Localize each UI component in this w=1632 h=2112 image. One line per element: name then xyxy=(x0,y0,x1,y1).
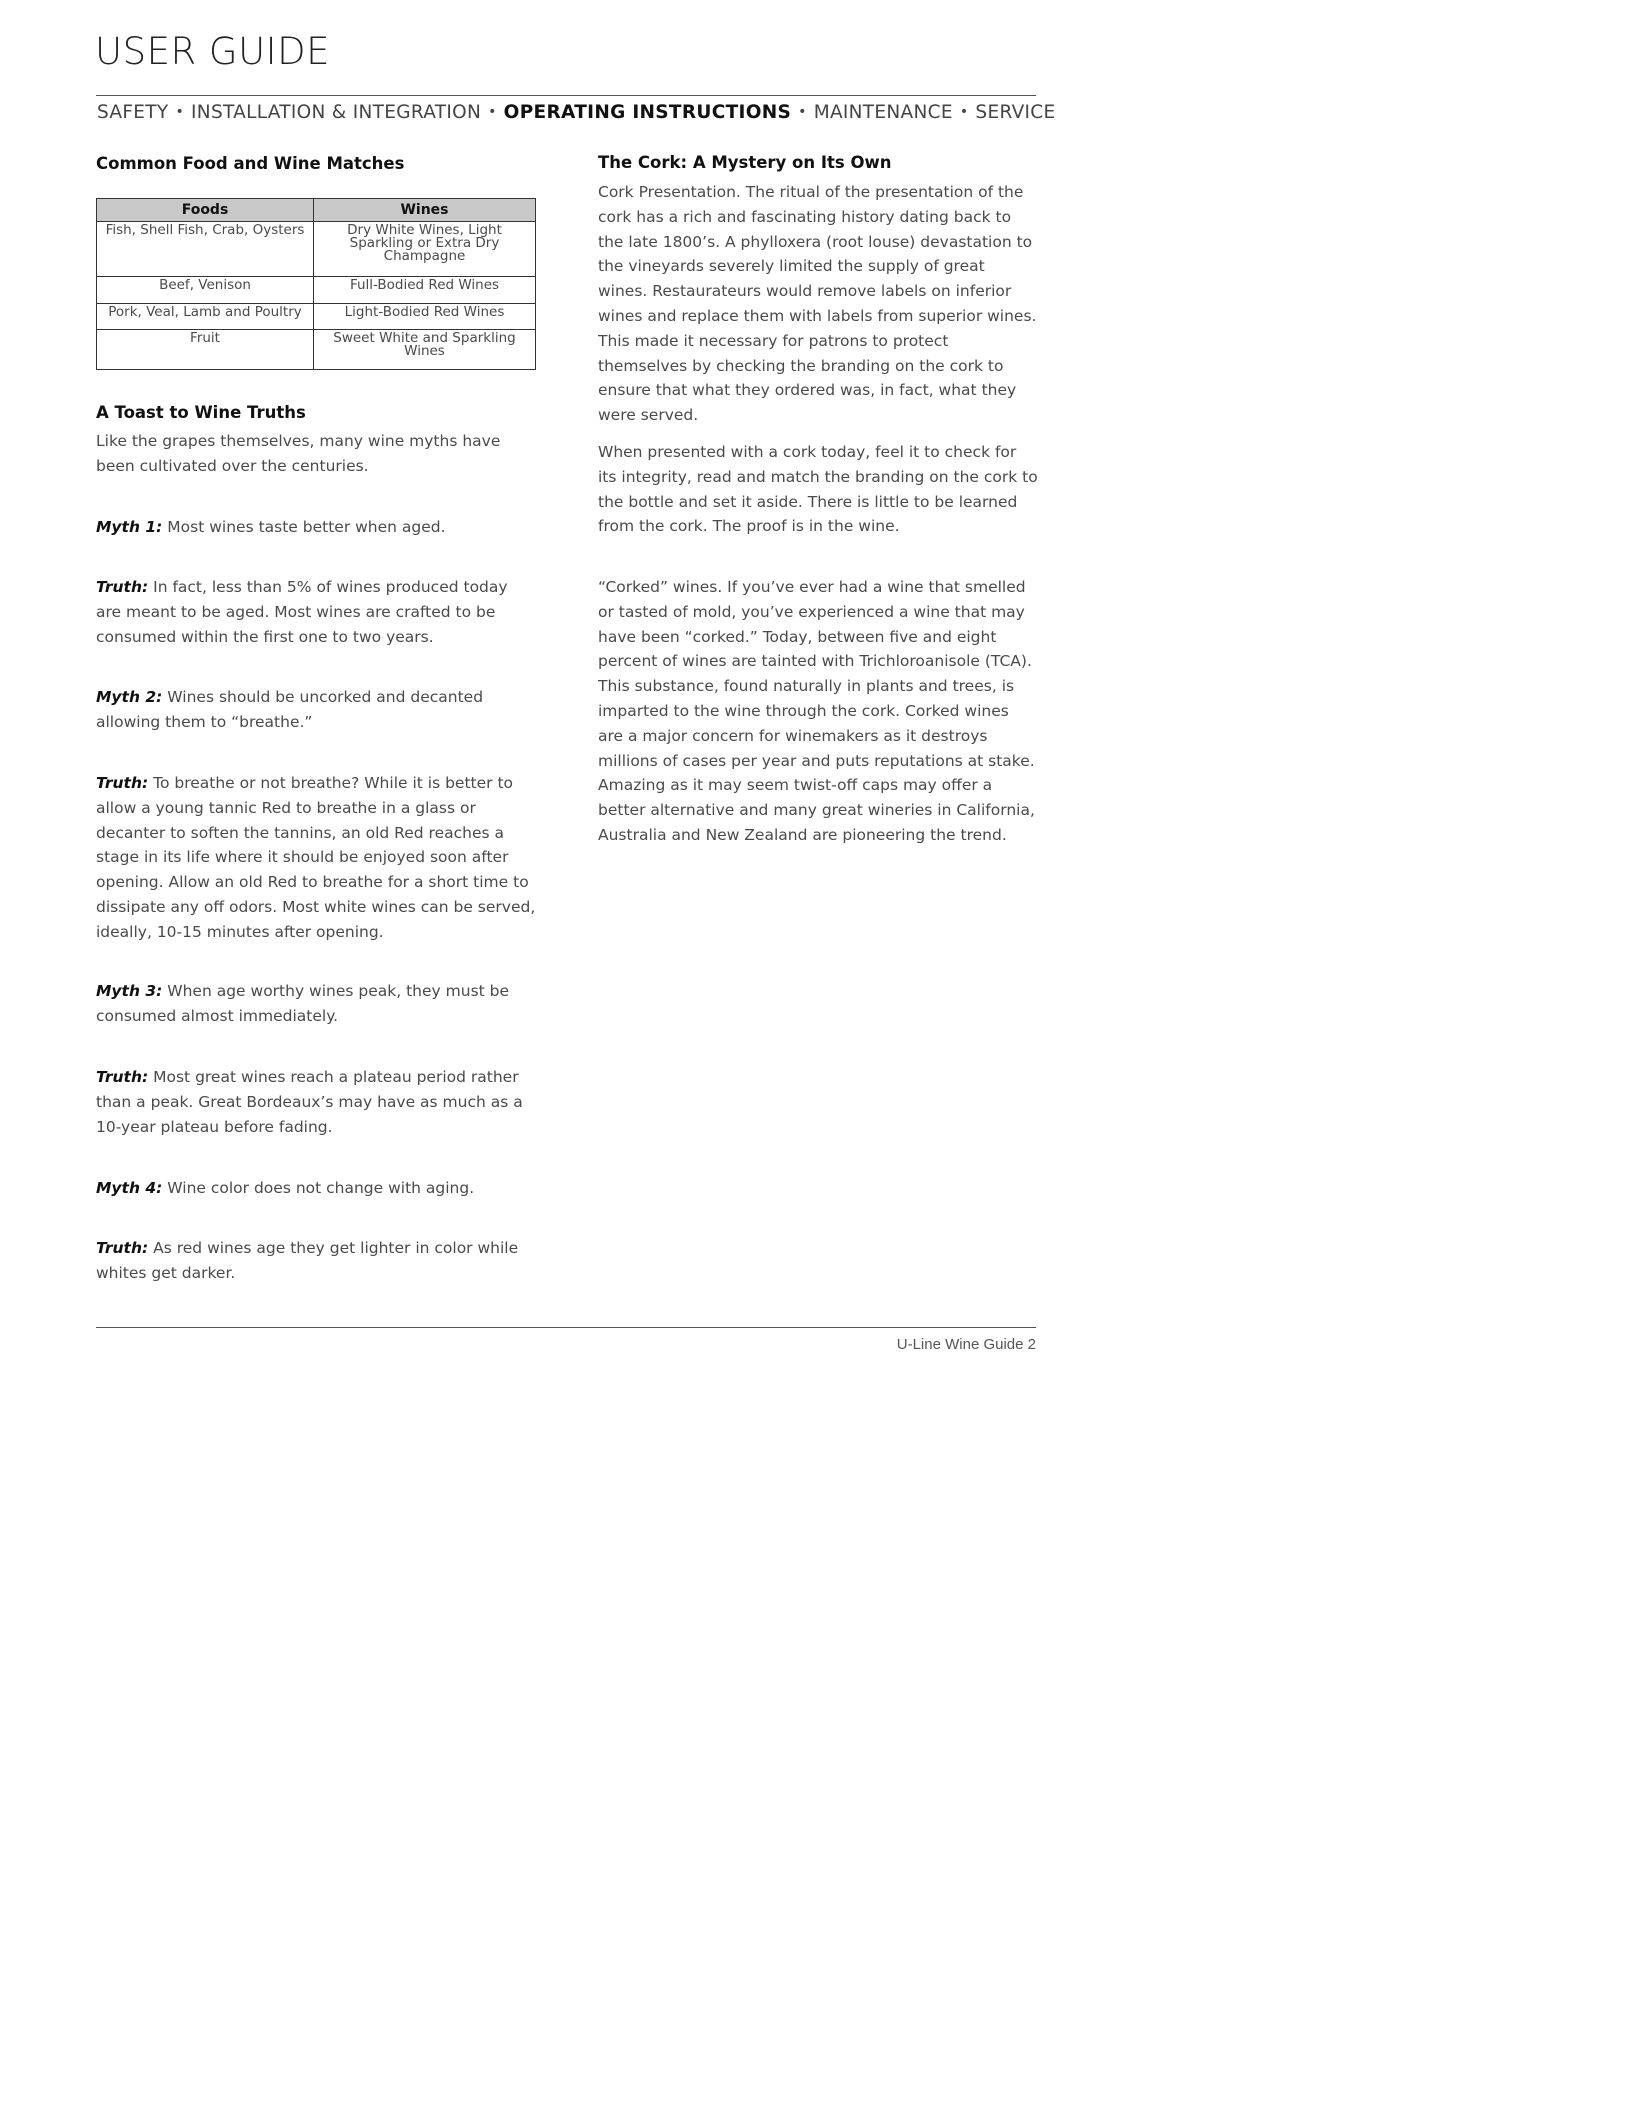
table-row xyxy=(97,277,536,304)
table-row xyxy=(97,304,536,330)
table-cell-wine: Sweet White and Sparkling Wines xyxy=(314,330,536,370)
table-cell-food: Pork, Veal, Lamb and Poultry xyxy=(97,304,314,330)
truth-text: Most great wines reach a plateau period rather than a peak. Great Bordeaux’s may have as much as a 10-year plateau before fading. xyxy=(96,1068,523,1136)
page-title: USER GUIDE xyxy=(95,30,330,73)
truth-label: Truth: xyxy=(96,774,149,792)
myth-paragraph xyxy=(96,1176,536,1201)
truth-text: To breathe or not breathe? While it is better to allow a young tannic Red to breathe in a glass or decanter to soften the tannins, an old Red reaches a stage in its life where it should be enjoyed soon after opening. Allow an old Red to breathe for a short time to dissipate any off odors. Most white wines can be served, ideally, 10-15 minutes after opening. xyxy=(96,774,536,941)
myth-label: Myth 3: xyxy=(96,982,163,1000)
nav-item-operating-instructions[interactable]: OPERATING INSTRUCTIONS xyxy=(503,102,792,123)
truths-heading: A Toast to Wine Truths xyxy=(96,403,306,422)
table-cell-wine: Light-Bodied Red Wines xyxy=(314,304,536,330)
nav-item-service[interactable]: SERVICE xyxy=(975,102,1056,123)
section-nav xyxy=(97,102,1056,123)
matches-heading: Common Food and Wine Matches xyxy=(96,154,405,173)
truth-label: Truth: xyxy=(96,578,149,596)
table-cell-food: Fruit xyxy=(97,330,314,370)
table-header-foods: Foods xyxy=(97,199,314,222)
table-row xyxy=(97,222,536,277)
table-cell-wine: Full-Bodied Red Wines xyxy=(314,277,536,304)
myth-text: Wine color does not change with aging. xyxy=(162,1179,475,1197)
myth-text: Most wines taste better when aged. xyxy=(162,518,446,536)
truth-paragraph xyxy=(96,771,536,945)
truth-text: In fact, less than 5% of wines produced today are meant to be aged. Most wines are crafted to be consumed within the first one to two years. xyxy=(96,578,508,646)
myth-text: Wines should be uncorked and decanted allowing them to “breathe.” xyxy=(96,688,484,731)
truth-label: Truth: xyxy=(96,1239,149,1257)
myth-paragraph xyxy=(96,685,536,735)
food-wine-table xyxy=(96,198,536,370)
myth-label: Myth 1: xyxy=(96,518,163,536)
table-cell-food: Fish, Shell Fish, Crab, Oysters xyxy=(97,222,314,277)
truth-paragraph xyxy=(96,1065,536,1139)
cork-heading: The Cork: A Mystery on Its Own xyxy=(598,153,892,172)
nav-separator: • xyxy=(175,104,185,120)
nav-separator: • xyxy=(798,104,807,120)
table-header-wines: Wines xyxy=(314,199,536,222)
footer-divider xyxy=(96,1327,1036,1328)
truth-label: Truth: xyxy=(96,1068,149,1086)
nav-item-safety[interactable]: SAFETY xyxy=(97,102,169,123)
table-row xyxy=(97,330,536,370)
corked-wines-paragraph: “Corked” wines. If you’ve ever had a wine that smelled or tasted of mold, you’ve experienced a wine that may have been “corked.” Today, between five and eight percent of wines are tainted with Trichloroanisole (TCA). This substance, found naturally in plants and trees, is imparted to the wine through the cork. Corked wines are a major concern for winemakers as it destroys millions of cases per year and puts reputations at stake. Amazing as it may seem twist-off caps may offer a better alternative and many great wineries in California, Australia and New Zealand are pioneering the trend. xyxy=(598,578,1035,844)
myth-label: Myth 4: xyxy=(96,1179,163,1197)
cork-today-paragraph: When presented with a cork today, feel it to check for its integrity, read and match the branding on the cork to the bottle and set it aside. There is little to be learned from the cork. The proof is in the wine. xyxy=(598,443,1038,536)
nav-separator: • xyxy=(488,104,497,120)
cork-presentation-paragraph: Cork Presentation. The ritual of the presentation of the cork has a rich and fascinating history dating back to the late 1800’s. A phylloxera (root louse) devastation to the vineyards severely limited the supply of great wines. Restaurateurs would remove labels on inferior wines and replace them with labels from superior wines. This made it necessary for patrons to protect themselves by checking the branding on the cork to ensure that what they ordered was, in fact, what they were served. xyxy=(598,183,1037,425)
truth-paragraph xyxy=(96,575,536,649)
nav-separator: • xyxy=(959,104,969,120)
header-divider xyxy=(96,95,1036,96)
myth-paragraph xyxy=(96,515,536,540)
myth-text: When age worthy wines peak, they must be consumed almost immediately. xyxy=(96,982,510,1025)
page-footer: U-Line Wine Guide 2 xyxy=(896,1336,1036,1353)
table-header-row xyxy=(97,199,536,222)
myth-label: Myth 2: xyxy=(96,688,163,706)
nav-item-maintenance[interactable]: MAINTENANCE xyxy=(813,102,953,123)
table-cell-food: Beef, Venison xyxy=(97,277,314,304)
table-cell-wine: Dry White Wines, Light Sparkling or Extra Dry Champagne xyxy=(314,222,536,277)
truth-text: As red wines age they get lighter in color while whites get darker. xyxy=(96,1239,519,1282)
nav-item-installation[interactable]: INSTALLATION & INTEGRATION xyxy=(191,102,482,123)
myth-paragraph xyxy=(96,979,536,1029)
truth-paragraph xyxy=(96,1236,536,1286)
truths-intro: Like the grapes themselves, many wine myths have been cultivated over the centuries. xyxy=(96,432,501,475)
